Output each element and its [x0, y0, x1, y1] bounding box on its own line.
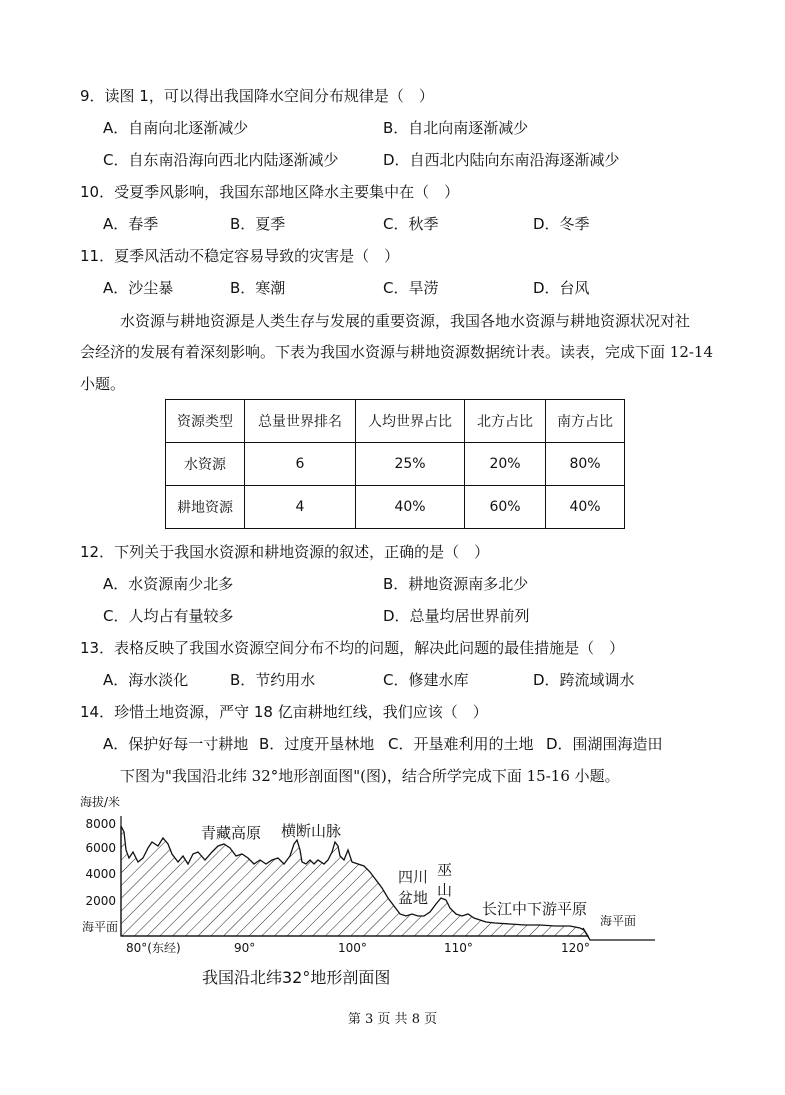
table-cell: 80%: [546, 443, 625, 486]
table-cell: 4: [245, 486, 356, 529]
q10-stem: 10．受夏季风影响，我国东部地区降水主要集中在（ ）: [80, 183, 460, 201]
table-cell: 耕地资源: [166, 486, 245, 529]
passage-1-line-3: 小题。: [80, 375, 126, 393]
q11-option-c: C．旱涝: [383, 279, 439, 297]
q12-option-d: D．总量均居世界前列: [383, 607, 530, 625]
q14-option-b: B．过度开垦林地: [259, 735, 375, 753]
q9-option-d: D．自西北内陆向东南沿海逐渐减少: [383, 151, 620, 169]
q11-option-b: B．寒潮: [230, 279, 286, 297]
page-footer: 第 3 页 共 8 页: [347, 1012, 438, 1027]
table-header: 北方占比: [465, 400, 546, 443]
table-header-row: [166, 400, 625, 443]
x-tick-label: 90°: [234, 941, 256, 955]
table-header: 资源类型: [166, 400, 245, 443]
table-cell: 25%: [356, 443, 465, 486]
y-tick-label: 6000: [85, 841, 116, 855]
table-header: 人均世界占比: [356, 400, 465, 443]
q13-option-d: D．跨流域调水: [533, 671, 635, 689]
resource-table: [165, 399, 625, 529]
label-yangtze: 长江中下游平原: [482, 900, 588, 918]
q9-option-a: A．自南向北逐渐减少: [103, 119, 249, 137]
q14-stem: 14．珍惜土地资源，严守 18 亿亩耕地红线，我们应该（ ）: [80, 703, 488, 721]
table-row: [166, 486, 625, 529]
q9-stem: 9．读图 1，可以得出我国降水空间分布规律是（ ）: [80, 87, 434, 105]
table-cell: 40%: [356, 486, 465, 529]
q13-option-a: A．海水淡化: [103, 671, 189, 689]
q12-stem: 12．下列关于我国水资源和耕地资源的叙述，正确的是（ ）: [80, 543, 490, 561]
table-header: 南方占比: [546, 400, 625, 443]
q12-option-b: B．耕地资源南多北少: [383, 575, 529, 593]
q14-option-d: D．围湖围海造田: [546, 735, 663, 753]
q14-option-c: C．开垦难利用的土地: [388, 735, 534, 753]
x-tick-label: 80°(东经): [126, 941, 181, 955]
q9-option-c: C．自东南沿海向西北内陆逐渐减少: [103, 151, 339, 169]
label-sichuan-2: 盆地: [398, 889, 429, 907]
sea-level-line: [583, 928, 655, 940]
table-cell: 60%: [465, 486, 546, 529]
y-tick-label: 2000: [85, 894, 116, 908]
label-plateau: 青藏高原: [201, 824, 262, 842]
table-cell: 20%: [465, 443, 546, 486]
x-tick-label: 120°: [561, 941, 590, 955]
passage-1-line-1: 水资源与耕地资源是人类生存与发展的重要资源，我国各地水资源与耕地资源状况对社: [120, 312, 691, 330]
label-wushan-2: 山: [437, 881, 453, 899]
table-row: [166, 443, 625, 486]
x-tick-label: 110°: [444, 941, 473, 955]
q10-option-c: C．秋季: [383, 215, 439, 233]
q13-option-c: C．修建水库: [383, 671, 469, 689]
passage-1-line-2: 会经济的发展有着深刻影响。下表为我国水资源与耕地资源数据统计表。读表，完成下面 12-14: [80, 343, 714, 361]
q10-option-a: A．春季: [103, 215, 159, 233]
label-sichuan-1: 四川: [398, 868, 429, 886]
x-tick-label: 100°: [338, 941, 367, 955]
table-cell: 40%: [546, 486, 625, 529]
q11-option-a: A．沙尘暴: [103, 279, 174, 297]
table-cell: 6: [245, 443, 356, 486]
q14-option-a: A．保护好每一寸耕地: [103, 735, 249, 753]
q13-option-b: B．节约用水: [230, 671, 316, 689]
figure-caption: 我国沿北纬32°地形剖面图: [202, 968, 391, 987]
q12-option-c: C．人均占有量较多: [103, 607, 234, 625]
y-tick-label: 8000: [85, 817, 116, 831]
q10-option-b: B．夏季: [230, 215, 286, 233]
passage-2: 下图为"我国沿北纬 32°地形剖面图"(图)，结合所学完成下面 15-16 小题。: [120, 767, 620, 785]
table-cell: 水资源: [166, 443, 245, 486]
terrain-profile: [121, 826, 588, 936]
table-header: 总量世界排名: [245, 400, 356, 443]
label-sea-level: 海平面: [600, 914, 637, 928]
label-hengduan: 横断山脉: [281, 822, 342, 840]
y-tick-label: 4000: [85, 867, 116, 881]
y-axis-title: 海拔/米: [80, 795, 121, 809]
q12-option-a: A．水资源南少北多: [103, 575, 234, 593]
y-tick-label: 海平面: [81, 920, 118, 934]
q10-option-d: D．冬季: [533, 215, 590, 233]
label-wushan-1: 巫: [437, 861, 453, 879]
terrain-profile-figure: [0, 790, 785, 1000]
q9-option-b: B．自北向南逐渐减少: [383, 119, 529, 137]
q13-stem: 13．表格反映了我国水资源空间分布不均的问题，解决此问题的最佳措施是（ ）: [80, 639, 625, 657]
q11-stem: 11．夏季风活动不稳定容易导致的灾害是（ ）: [80, 247, 400, 265]
q11-option-d: D．台风: [533, 279, 590, 297]
